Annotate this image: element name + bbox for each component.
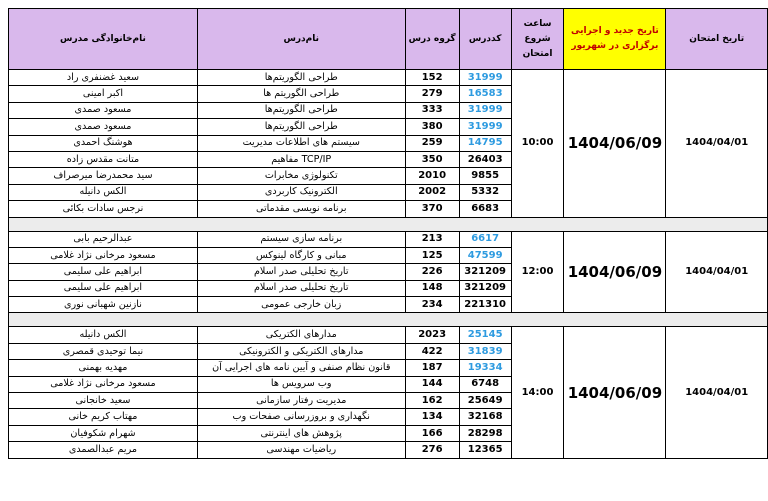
group-cell: 380 [405,119,459,135]
code-cell: 28298 [459,425,511,441]
separator-cell [9,217,768,231]
course-cell: مفاهیم TCP/IP [197,151,405,167]
code-cell: 321209 [459,264,511,280]
group-cell: 276 [405,442,459,458]
teacher-cell: سید محمدرضا میرصراف [9,168,198,184]
course-cell: برنامه نویسی مقدماتی [197,201,405,217]
code-cell: 6748 [459,376,511,392]
header-row [9,9,768,70]
group-cell: 226 [405,264,459,280]
header-time: ساعت شروع امتحان [511,9,564,70]
new-date-cell: 1404/06/09 [564,327,666,458]
course-cell: سیستم های اطلاعات مدیریت [197,135,405,151]
group-cell: 144 [405,376,459,392]
group-cell: 134 [405,409,459,425]
new-date-cell: 1404/06/09 [564,70,666,218]
group-cell: 125 [405,247,459,263]
group-cell: 213 [405,231,459,247]
exam-schedule-table [8,8,768,459]
time-cell: 14:00 [511,327,564,458]
group-cell: 166 [405,425,459,441]
code-cell: 221310 [459,297,511,313]
group-cell: 187 [405,360,459,376]
code-cell: 12365 [459,442,511,458]
teacher-cell: سعید غضنفری راد [9,70,198,86]
teacher-cell: مسعود مرخانی نژاد غلامی [9,247,198,263]
teacher-cell: نرجس سادات بکائی [9,201,198,217]
header-course: نام‌درس [197,9,405,70]
teacher-cell: مسعود مرخانی نژاد غلامی [9,376,198,392]
code-cell: 26403 [459,151,511,167]
course-cell: پژوهش های اینترنتی [197,425,405,441]
teacher-cell: الکس دانیله [9,327,198,343]
exam-schedule-sheet [8,8,768,459]
header-exam-date: تاریخ امتحان [666,9,768,70]
course-cell: مدارهای الکتریکی و الکترونیکی [197,343,405,359]
teacher-cell: ابراهیم علی سلیمی [9,264,198,280]
code-cell: 31999 [459,119,511,135]
course-cell: تکنولوژی مخابرات [197,168,405,184]
course-cell: نگهداری و بروزرسانی صفحات وب [197,409,405,425]
course-cell: قانون نظام صنفی و آیین نامه های اجرایی آن [197,360,405,376]
group-cell: 333 [405,102,459,118]
group-cell: 2002 [405,184,459,200]
teacher-cell: متانت مقدس زاده [9,151,198,167]
group-cell: 152 [405,70,459,86]
teacher-cell: هوشنگ احمدی [9,135,198,151]
teacher-cell: مریم عبدالصمدی [9,442,198,458]
exam-date-cell: 1404/04/01 [666,327,768,458]
header-teacher: نام‌خانوادگی مدرس [9,9,198,70]
teacher-cell: الکس دانیله [9,184,198,200]
teacher-cell: مهتاب کریم خانی [9,409,198,425]
code-cell: 16583 [459,86,511,102]
header-code: کددرس [459,9,511,70]
code-cell: 6617 [459,231,511,247]
code-cell: 32168 [459,409,511,425]
header-group: گروه درس [405,9,459,70]
table-row [9,231,768,247]
course-cell: زبان خارجی عمومی [197,297,405,313]
course-cell: ریاضیات مهندسی [197,442,405,458]
teacher-cell: اکبر امینی [9,86,198,102]
teacher-cell: نازنین شهبانی نوری [9,297,198,313]
table-row [9,70,768,86]
code-cell: 47599 [459,247,511,263]
teacher-cell: شهرام شکوفیان [9,425,198,441]
code-cell: 9855 [459,168,511,184]
code-cell: 25145 [459,327,511,343]
time-cell: 12:00 [511,231,564,313]
course-cell: طراحی الگوریتم‌ها [197,70,405,86]
time-cell: 10:00 [511,70,564,218]
course-cell: تاریخ تحلیلی صدر اسلام [197,280,405,296]
group-cell: 350 [405,151,459,167]
group-cell: 259 [405,135,459,151]
header-new-date: تاریخ جدید و اجرایی برگزاری در شهریور [564,9,666,70]
code-cell: 25649 [459,393,511,409]
group-cell: 148 [405,280,459,296]
code-cell: 19334 [459,360,511,376]
group-cell: 234 [405,297,459,313]
course-cell: طراحی الگوریتم ها [197,86,405,102]
course-cell: طراحی الگوریتم‌ها [197,119,405,135]
course-cell: الکترونیک کاربردی [197,184,405,200]
course-cell: مدیریت رفتار سازمانی [197,393,405,409]
teacher-cell: مسعود صمدی [9,102,198,118]
teacher-cell: مهدیه بهمنی [9,360,198,376]
schedule-body [9,70,768,459]
course-cell: تاریخ تحلیلی صدر اسلام [197,264,405,280]
separator-cell [9,313,768,327]
exam-date-cell: 1404/04/01 [666,70,768,218]
teacher-cell: مسعود صمدی [9,119,198,135]
course-cell: برنامه سازی سیستم [197,231,405,247]
group-cell: 2010 [405,168,459,184]
course-cell: مدارهای الکتریکی [197,327,405,343]
table-row [9,327,768,343]
group-cell: 279 [405,86,459,102]
exam-date-cell: 1404/04/01 [666,231,768,313]
block-separator [9,313,768,327]
code-cell: 31999 [459,102,511,118]
course-cell: وب سرویس ها [197,376,405,392]
code-cell: 31999 [459,70,511,86]
course-cell: طراحی الگوریتم‌ها [197,102,405,118]
group-cell: 422 [405,343,459,359]
code-cell: 5332 [459,184,511,200]
group-cell: 370 [405,201,459,217]
teacher-cell: سعید خانجانی [9,393,198,409]
course-cell: مبانی و کارگاه لینوکس [197,247,405,263]
group-cell: 2023 [405,327,459,343]
teacher-cell: عبدالرحیم بابی [9,231,198,247]
teacher-cell: نیما توحیدی قمصری [9,343,198,359]
code-cell: 6683 [459,201,511,217]
block-separator [9,217,768,231]
code-cell: 14795 [459,135,511,151]
code-cell: 321209 [459,280,511,296]
code-cell: 31839 [459,343,511,359]
teacher-cell: ابراهیم علی سلیمی [9,280,198,296]
group-cell: 162 [405,393,459,409]
new-date-cell: 1404/06/09 [564,231,666,313]
